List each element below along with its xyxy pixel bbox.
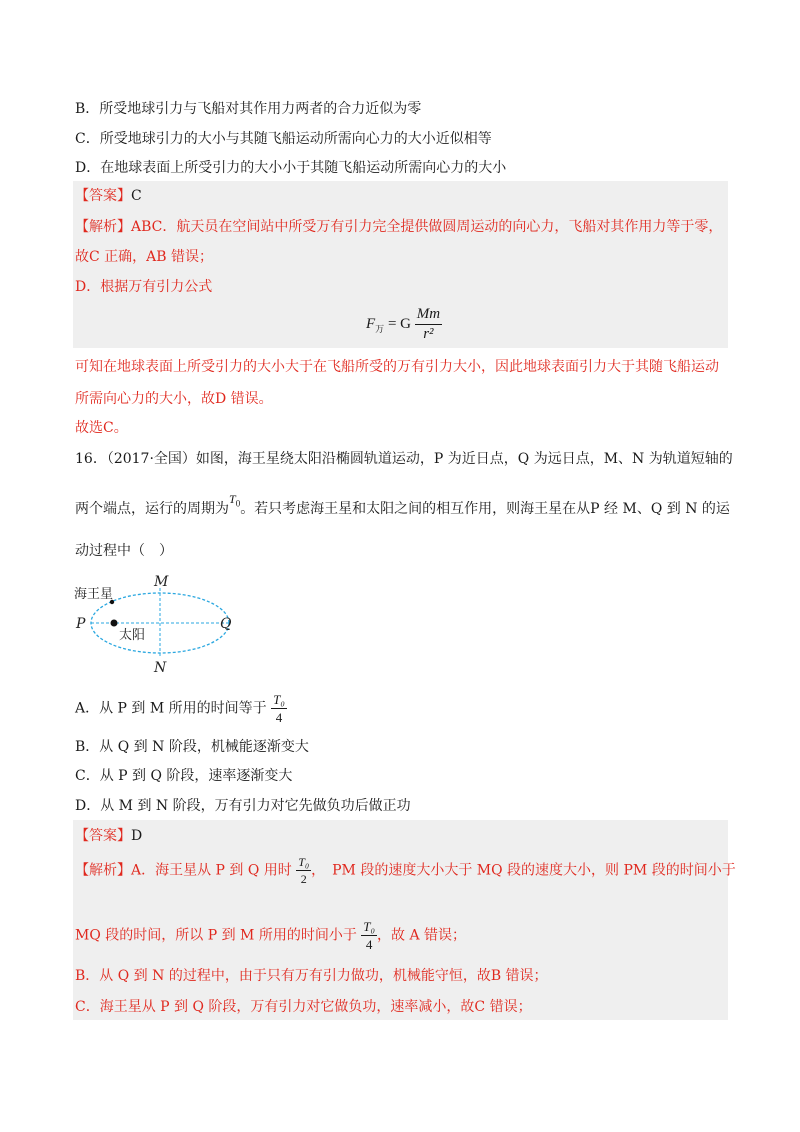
option-d: D．在地球表面上所受引力的大小小于其随飞船运动所需向心力的大小 (75, 160, 507, 176)
option-c: C．所受地球引力的大小与其随飞船运动所需向心力的大小近似相等 (75, 131, 492, 147)
analysis-fraction-quarter (361, 920, 377, 951)
sun-label: 太阳 (119, 628, 146, 643)
stem-text-a: 两个端点，运行的周期为 (75, 501, 229, 517)
answer-tag: 【答案】 (75, 188, 131, 204)
formula-lhs: F (366, 315, 376, 332)
stem-text: 如图，海王星绕太阳沿椭圆轨道运动，P 为近日点，Q 为远日点，M、N 为轨道短轴的 (195, 451, 733, 467)
q16-stem-line3: 动过程中（ ） (75, 543, 173, 559)
analysis-tag: 【解析】 (75, 219, 131, 235)
formula-sub: 万 (375, 323, 385, 334)
q15-answer (75, 186, 142, 206)
analysis-text: A．海王星从 P 到 Q 用时 (131, 862, 292, 879)
q15-analysis-line5: 所需向心力的大小，故D 错误。 (75, 391, 273, 407)
q15-analysis-line6: 故选C。 (75, 420, 128, 436)
analysis-text: ABC．航天员在空间站中所受万有引力完全提供做圆周运动的向心力，飞船对其作用力等于零， (131, 219, 723, 235)
answer-value: C (131, 188, 142, 204)
gravitation-formula (366, 307, 442, 342)
option-a-fraction (271, 693, 287, 724)
q15-analysis-line2: 故C 正确，AB 错误； (75, 249, 214, 265)
label-n: N (154, 660, 167, 672)
analysis-fraction-half (296, 856, 311, 885)
label-q: Q (220, 616, 232, 632)
fraction-numerator: T₀ (363, 919, 376, 934)
q16-option-b: B．从 Q 到 N 阶段，机械能逐渐变大 (75, 739, 309, 755)
q16-option-c: C．从 P 到 Q 阶段，速率逐渐变大 (75, 768, 293, 784)
fraction-numerator: T₀ (273, 692, 285, 707)
formula-denominator: r² (423, 326, 434, 342)
label-m: M (154, 574, 169, 590)
formula-fraction (415, 307, 442, 342)
analysis-text: ， PM 段的速度大小大于 MQ 段的速度大小，则 PM 段的时间小于 (311, 862, 736, 879)
answer-value: D (131, 828, 143, 844)
fraction-numerator: T₀ (298, 855, 310, 869)
period-symbol: $T_0$ (229, 492, 241, 509)
q16-analysis-line1 (75, 856, 736, 885)
analysis-text: MQ 段的时间，所以 P 到 M 所用的时间小于 (75, 927, 357, 944)
analysis-tag: 【解析】 (75, 862, 131, 879)
sun-dot (111, 620, 118, 627)
q16-analysis-line3: B．从 Q 到 N 的过程中，由于只有万有引力做功，机械能守恒，故B 错误； (75, 968, 548, 984)
orbit-diagram (70, 572, 250, 672)
stem-text-b: 。若只考虑海王星和太阳之间的相互作用，则海王星在从P 经 M、Q 到 N 的运 (240, 501, 730, 517)
option-b: B．所受地球引力与飞船对其作用力两者的合力近似为零 (75, 101, 422, 117)
q16-analysis-line4: C．海王星从 P 到 Q 阶段，万有引力对它做负功，速率减小，故C 错误； (75, 999, 532, 1015)
option-a-text: A．从 P 到 M 所用的时间等于 (75, 700, 267, 717)
q16-stem-line1 (75, 449, 733, 469)
formula-eq: = G (384, 315, 411, 332)
fraction-denominator: 4 (275, 710, 283, 725)
q15-analysis-line1 (75, 217, 722, 237)
fraction-denominator: 2 (300, 872, 307, 886)
q15-analysis-line3: D．根据万有引力公式 (75, 279, 213, 295)
q16-analysis-line2 (75, 920, 466, 951)
q15-analysis-line4: 可知在地球表面上所受引力的大小大于在飞船所受的万有引力大小，因此地球表面引力大于其随飞船运动 (75, 359, 719, 375)
question-number: 16．（2017·全国） (75, 451, 196, 467)
q16-option-d: D．从 M 到 N 阶段，万有引力对它先做负功后做正功 (75, 798, 411, 814)
q16-option-a (75, 693, 287, 724)
analysis-text: ，故 A 错误； (377, 927, 467, 944)
answer-tag: 【答案】 (75, 828, 131, 844)
q16-stem-line2 (75, 492, 730, 523)
q16-answer (75, 826, 142, 846)
label-p: P (76, 616, 86, 632)
planet-label: 海王星 (74, 587, 114, 602)
fraction-denominator: 4 (365, 937, 373, 952)
formula-numerator: Mm (415, 307, 442, 325)
